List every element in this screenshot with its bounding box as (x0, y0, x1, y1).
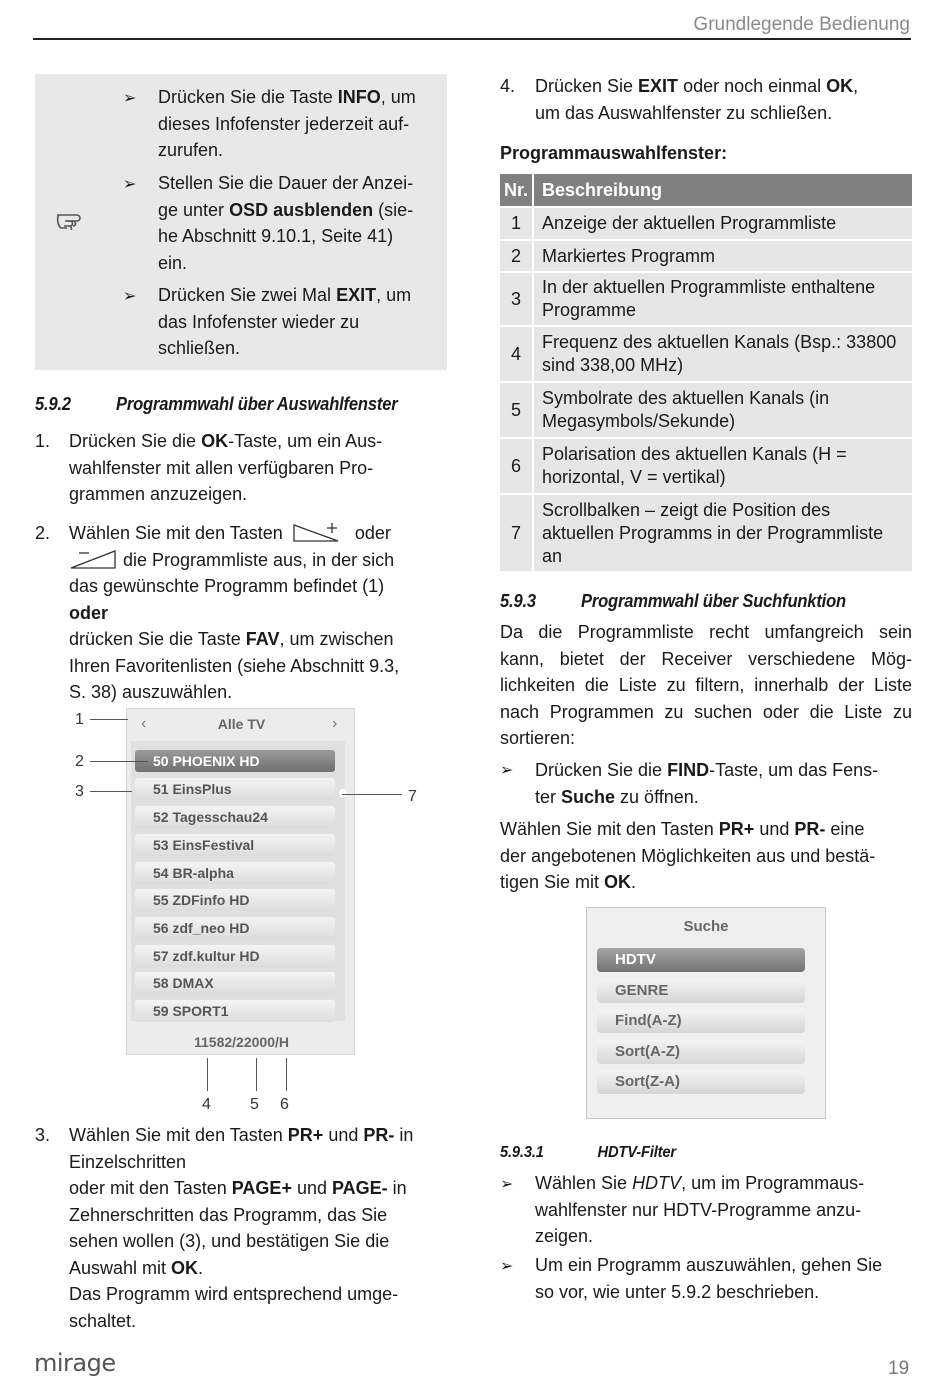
search-window (586, 907, 826, 1119)
callout-leader (90, 761, 148, 762)
section-heading-5-9-3-1: 5.9.3.1 HDTV-Filter (500, 1144, 676, 1161)
search-window-title: Suche (683, 918, 729, 935)
channel-row[interactable]: 53 EinsFestival (135, 834, 335, 856)
callout-4: 4 (202, 1096, 211, 1113)
brand-logo: mirage (34, 1349, 116, 1377)
table-header-row (500, 174, 912, 206)
search-option-find[interactable]: Find(A-Z) (597, 1009, 805, 1033)
table-cell-description: Symbolrate des aktuellen Kanals (in Megasymbols/Sekunde) (534, 383, 912, 437)
table-header-description: Beschreibung (534, 174, 912, 206)
table-cell-description: Markiertes Programm (534, 241, 912, 271)
scrollbar-thumb[interactable] (339, 789, 347, 797)
callout-leader (286, 1058, 287, 1091)
chevron-left-icon: ‹ (141, 715, 147, 732)
note-box (35, 74, 447, 370)
transponder-info: 11582/22000/H (194, 1034, 289, 1050)
table-cell-nr: 4 (500, 327, 534, 381)
table-cell-nr: 6 (500, 439, 534, 493)
section-heading-5-9-2: 5.9.2 Programmwahl über Auswahlfenster (35, 394, 398, 414)
callout-3: 3 (75, 783, 84, 800)
callout-leader (207, 1058, 208, 1091)
table-cell-nr: 5 (500, 383, 534, 437)
channel-row[interactable]: 54 BR-alpha (135, 862, 335, 884)
channel-list-title: Alle TV (217, 716, 266, 732)
table-title: Programmauswahlfenster: (500, 143, 728, 163)
note-item-2: Stellen Sie die Dauer der Anzei- ge unter OSD ausblenden (sie- he Abschnitt 9.10.1, Seite 41) ein. (158, 173, 414, 273)
callout-leader (90, 791, 132, 792)
table-cell-description: Scrollbalken – zeigt die Position des aktuellen Programms in der Programmliste an (534, 495, 912, 571)
arrow-bullet-icon: ➢ (123, 90, 137, 107)
table-row (500, 241, 912, 271)
hdtv-filter-instruction: Wählen Sie HDTV, um im Programmaus- wahlfenster nur HDTV-Programme anzu- zeigen. (535, 1173, 865, 1246)
channel-list-window (126, 708, 355, 1055)
channel-row-selected[interactable]: 50 PHOENIX HD (135, 750, 335, 772)
table-cell-nr: 3 (500, 273, 534, 325)
running-header: Grundlegende Bedienung (693, 14, 910, 35)
table-cell-description: Frequenz des aktuellen Kanals (Bsp.: 33800 sind 338,00 MHz) (534, 327, 912, 381)
table-cell-description: Polarisation des aktuellen Kanals (H = horizontal, V = vertikal) (534, 439, 912, 493)
table-cell-nr: 2 (500, 241, 534, 271)
channel-row[interactable]: 56 zdf_neo HD (135, 917, 335, 939)
arrow-bullet-icon: ➢ (500, 762, 514, 779)
table-cell-nr: 7 (500, 495, 534, 571)
header-rule (33, 38, 911, 40)
note-item-1: Drücken Sie die Taste INFO, um dieses Infofenster jederzeit auf- zurufen. (158, 87, 416, 160)
table-row (500, 273, 912, 325)
channel-down-key-icon (69, 548, 119, 570)
callout-leader (256, 1058, 257, 1091)
table-row (500, 327, 912, 381)
table-row (500, 495, 912, 571)
callout-5: 5 (250, 1096, 259, 1113)
search-option-sort-az[interactable]: Sort(A-Z) (597, 1040, 805, 1064)
table-row (500, 439, 912, 493)
note-item-3: Drücken Sie zwei Mal EXIT, um das Infofenster wieder zu schließen. (158, 285, 412, 358)
paragraph-select-option: Wählen Sie mit den Tasten PR+ und PR- eine der angebotenen Möglichkeiten aus und bestä- tigen Sie mit OK. (500, 819, 876, 892)
paragraph-search-intro: Da die Programmliste recht umfangreich sein kann, bietet der Receiver verschiedene Mög- lichkeiten die Liste zu filtern, innerhalb der Liste nach Programmen zu suchen oder die Liste zu (500, 622, 912, 722)
table-row (500, 383, 912, 437)
arrow-bullet-icon: ➢ (500, 1176, 514, 1193)
find-key-instruction: Drücken Sie die FIND-Taste, um das Fens- ter Suche zu öffnen. (535, 760, 879, 807)
search-option-genre[interactable]: GENRE (597, 979, 805, 1003)
step-4: 4. Drücken Sie EXIT oder noch einmal OK, um das Auswahlfenster zu schließen. (500, 76, 859, 123)
callout-2: 2 (75, 753, 84, 770)
callout-1: 1 (75, 711, 84, 728)
channel-row[interactable]: 52 Tagesschau24 (135, 806, 335, 828)
arrow-bullet-icon: ➢ (500, 1258, 514, 1275)
channel-row[interactable]: 59 SPORT1 (135, 1000, 335, 1022)
pointing-hand-icon (55, 206, 89, 230)
table-row (500, 208, 912, 239)
table-cell-description: In der aktuellen Programmliste enthaltene Programme (534, 273, 912, 325)
select-program-instruction: Um ein Programm auszuwählen, gehen Sie so vor, wie unter 5.9.2 beschrieben. (535, 1255, 883, 1302)
step-2: 2. Wählen Sie mit den Tasten oder die Programmliste aus, in der sich das gewünschte Programm befindet (1) oder drücken Sie die Taste FAV, um zwischen Ihren Favoritenlisten (siehe Abschnitt 9.3, S. 38) auszuwählen. (35, 523, 400, 702)
search-option-hdtv[interactable]: HDTV (597, 948, 805, 972)
callout-leader (342, 794, 402, 795)
description-table (500, 172, 912, 573)
table-cell-description: Anzeige der aktuellen Programmliste (534, 208, 912, 239)
channel-row[interactable]: 58 DMAX (135, 972, 335, 994)
callout-7: 7 (408, 788, 417, 805)
search-option-sort-za[interactable]: Sort(Z-A) (597, 1070, 805, 1094)
arrow-bullet-icon: ➢ (123, 176, 137, 193)
table-cell-nr: 1 (500, 208, 534, 239)
callout-6: 6 (280, 1096, 289, 1113)
page-number: 19 (888, 1358, 910, 1379)
step-3: 3. Wählen Sie mit den Tasten PR+ und PR- in Einzelschritten oder mit den Tasten PAGE+ und PAGE- in Zehnerschritten das Programm, das Sie sehen wollen (3), und bestätigen Sie die Auswahl mit OK. Das Programm wird entsprechend umge- schaltet. (35, 1125, 414, 1331)
channel-up-key-icon (292, 521, 346, 543)
table-header-nr: Nr. (500, 174, 534, 206)
channel-row[interactable]: 55 ZDFinfo HD (135, 889, 335, 911)
callout-leader (90, 719, 128, 720)
channel-row[interactable]: 57 zdf.kultur HD (135, 945, 335, 967)
chevron-right-icon: › (332, 715, 338, 732)
channel-row[interactable]: 51 EinsPlus (135, 778, 335, 800)
section-heading-5-9-3: 5.9.3 Programmwahl über Suchfunktion (500, 591, 846, 611)
arrow-bullet-icon: ➢ (123, 288, 137, 305)
step-1: 1. Drücken Sie die OK-Taste, um ein Aus- wahlfenster mit allen verfügbaren Pro- grammen anzuzeigen. (35, 431, 383, 504)
paragraph-search-intro-end: sortieren: (500, 728, 576, 748)
